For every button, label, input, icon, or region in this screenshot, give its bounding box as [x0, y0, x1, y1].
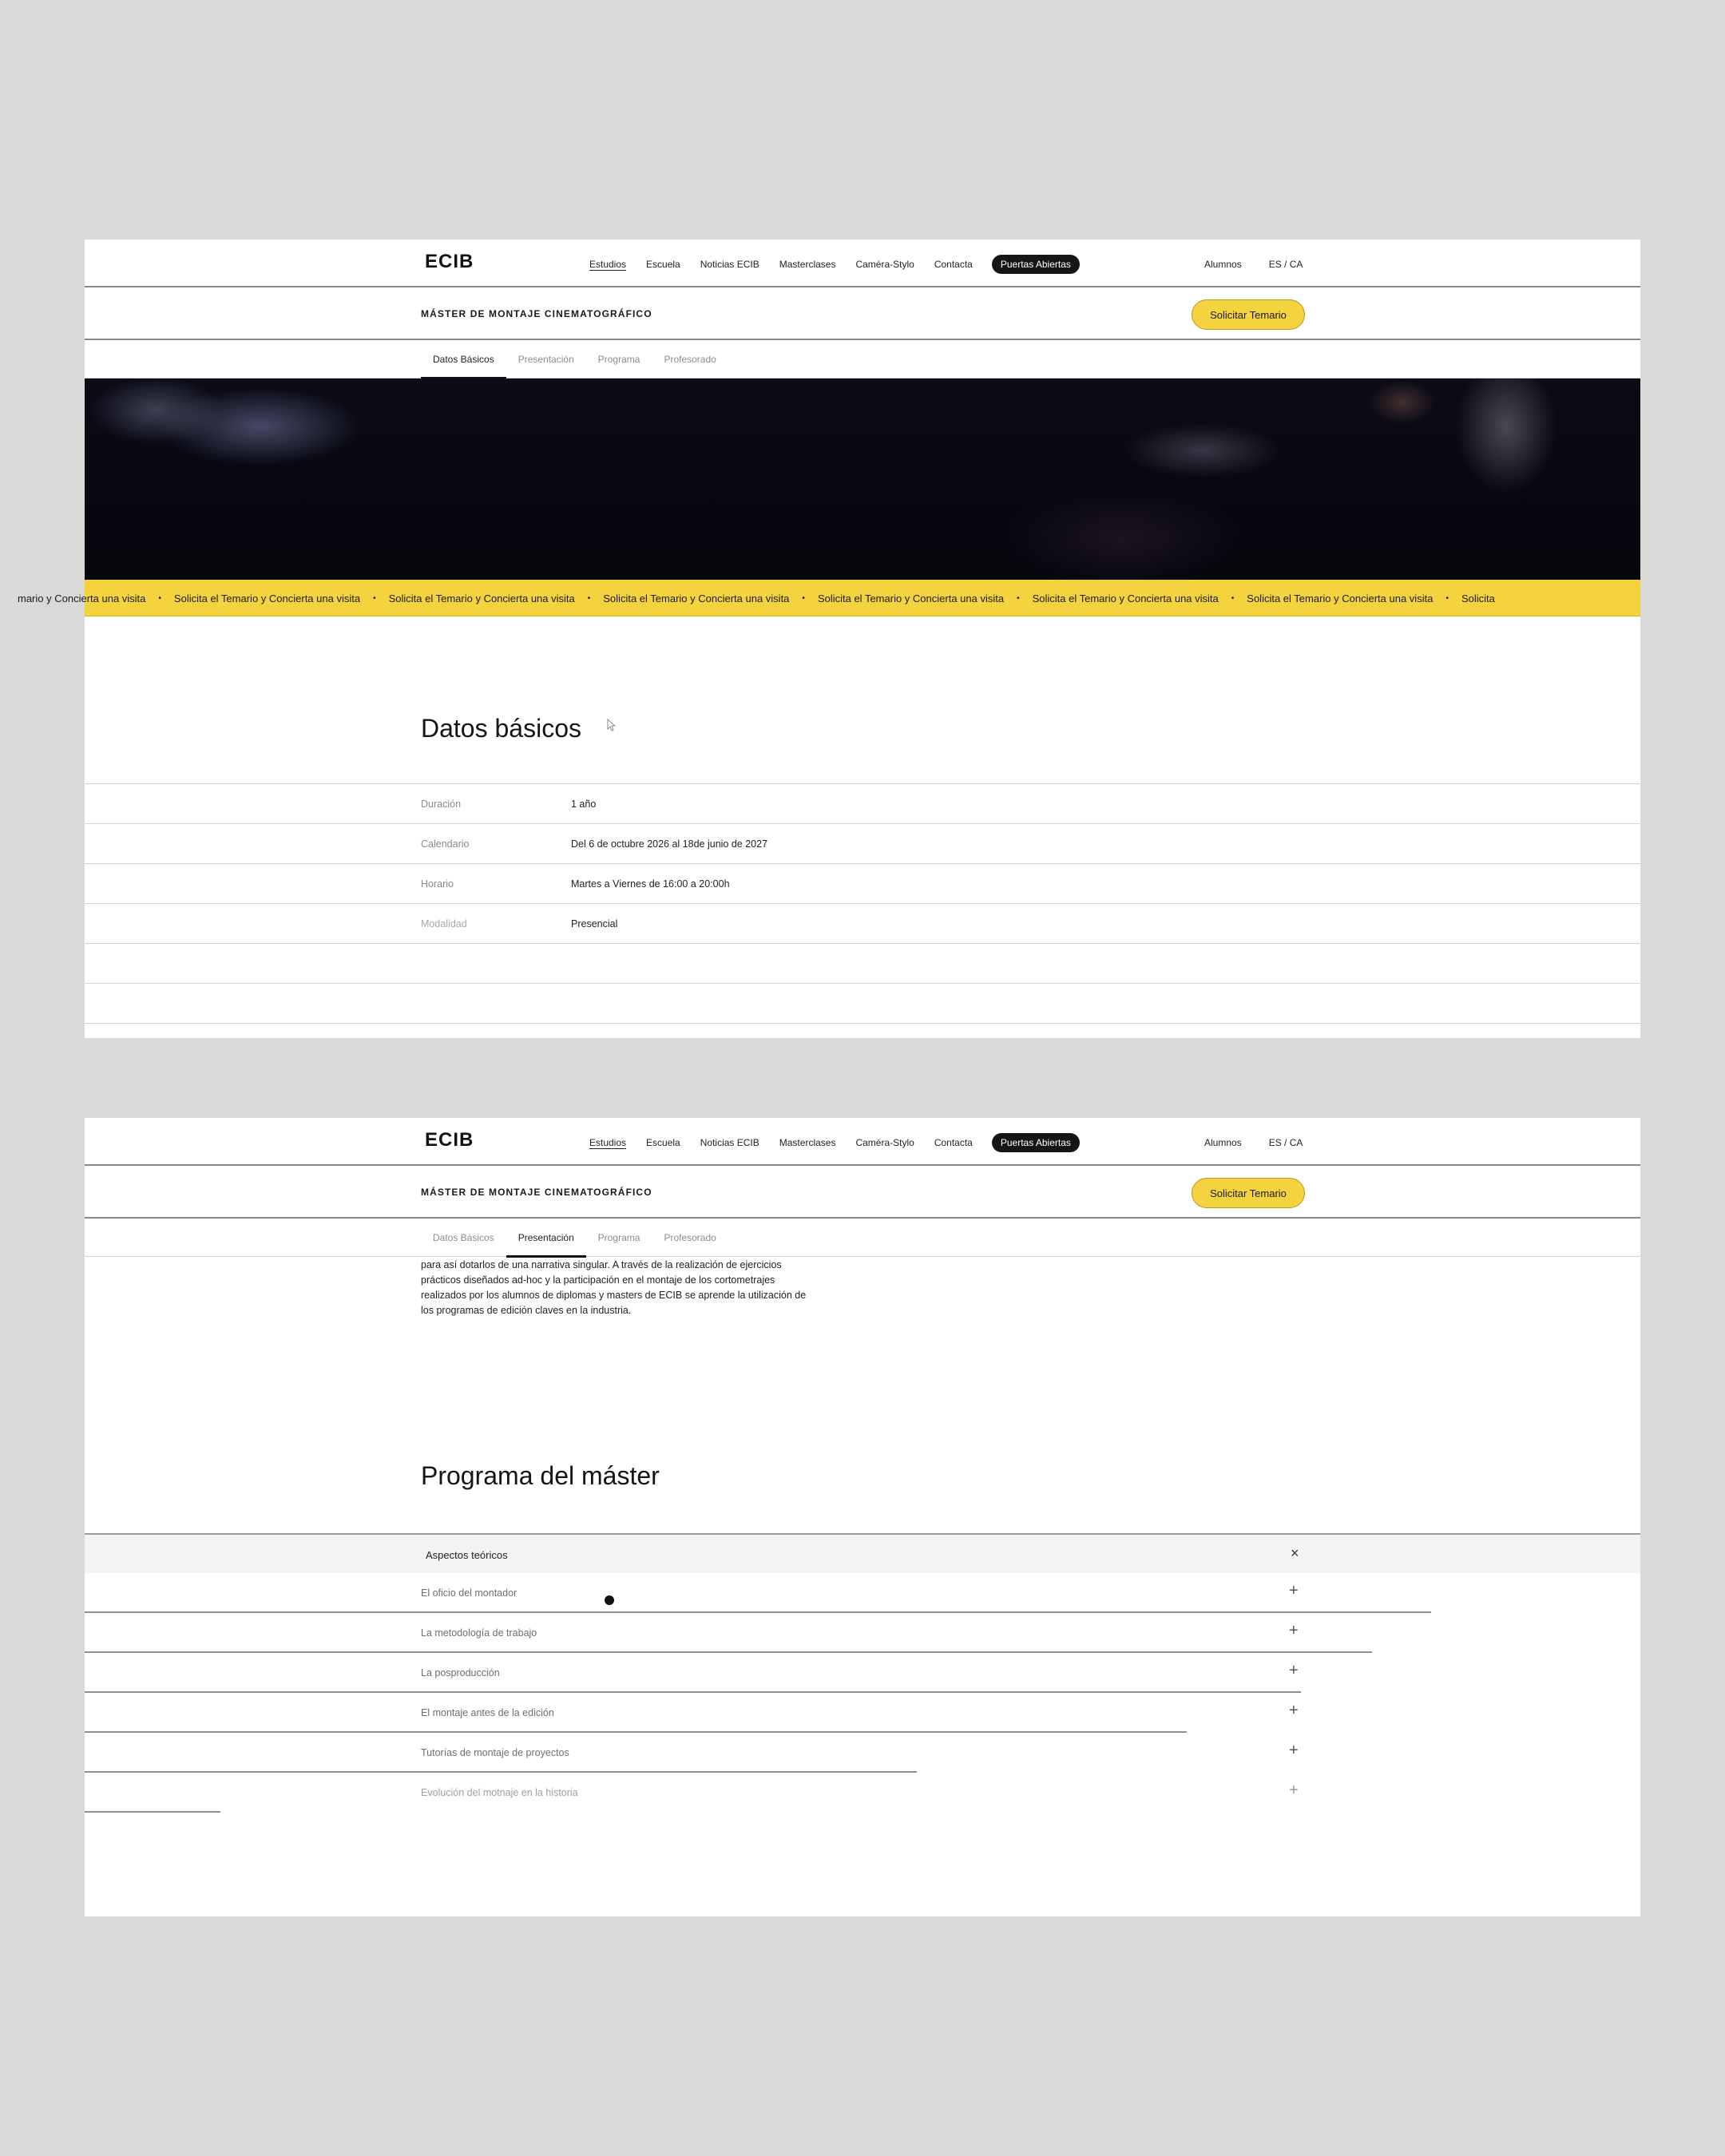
row-value: Martes a Viernes de 16:00 a 20:00h — [571, 878, 730, 890]
paragraph-line: prácticos diseñados ad-hoc y la participación en el montaje de los cortometrajes — [421, 1274, 775, 1286]
paragraph-line: realizados por los alumnos de diplomas y masters de ECIB se aprende la utilización de — [421, 1290, 807, 1301]
nav-contacta[interactable]: Contacta — [934, 259, 973, 270]
section-tabs — [85, 340, 1640, 378]
row-label: Duración — [421, 799, 462, 810]
nav-alumnos[interactable]: Alumnos — [1204, 259, 1242, 270]
accordion-item[interactable] — [85, 1573, 1640, 1613]
solicitar-temario-button[interactable]: Solicitar Temario — [1192, 299, 1305, 330]
tab-profesorado[interactable]: Profesorado — [664, 354, 716, 365]
row-label: Calendario — [421, 838, 470, 850]
nav-alumnos[interactable]: Alumnos — [1204, 1137, 1242, 1148]
nav-estudios[interactable]: Estudios — [589, 1137, 627, 1148]
nav-camera-stylo[interactable]: Caméra-Stylo — [855, 259, 914, 270]
accordion-label: Aspectos teóricos — [426, 1549, 508, 1561]
main-menu — [589, 1132, 1080, 1153]
close-icon[interactable]: × — [1291, 1545, 1299, 1561]
accordion-item[interactable] — [85, 1653, 1640, 1693]
accordion-item[interactable] — [85, 1773, 1640, 1813]
ticker-text: Solicita el Temario y Concierta una visita — [603, 592, 790, 604]
ticker-text: Solicita el Temario y Concierta una visita — [388, 592, 575, 604]
nav-camera-stylo[interactable]: Caméra-Stylo — [855, 1137, 914, 1148]
main-menu — [589, 254, 1080, 275]
secondary-links — [1204, 1137, 1303, 1148]
course-title: MÁSTER DE MONTAJE CINEMATOGRÁFICO — [421, 308, 652, 319]
hero-image — [85, 378, 1640, 580]
ticker-separator: • — [1017, 593, 1020, 603]
course-title: MÁSTER DE MONTAJE CINEMATOGRÁFICO — [421, 1187, 652, 1198]
paragraph-line: para así dotarlos de una narrativa singular. A través de la realización de ejercicios — [421, 1259, 782, 1270]
plus-icon[interactable]: + — [1289, 1702, 1299, 1719]
ticker-separator: • — [587, 593, 591, 603]
plus-icon[interactable]: + — [1289, 1622, 1299, 1639]
accordion-label: El montaje antes de la edición — [421, 1707, 554, 1718]
tab-programa[interactable]: Programa — [597, 1232, 640, 1243]
ticker-separator: • — [1231, 593, 1235, 603]
ticker-text: Solicita el Temario y Concierta una visita — [1247, 592, 1434, 604]
ticker-text: Solicita — [1461, 592, 1495, 604]
cursor-dot — [605, 1595, 614, 1605]
accordion-label: Evolución del motnaje en la historia — [421, 1787, 578, 1798]
presentacion-paragraph — [421, 1258, 852, 1318]
course-bar — [85, 1167, 1640, 1219]
plus-icon[interactable]: + — [1289, 1742, 1299, 1759]
ticker-text: Solicita el Temario y Concierta una visita — [173, 592, 361, 604]
accordion-label: La metodología de trabajo — [421, 1627, 537, 1639]
screenshot-programa — [85, 1118, 1640, 1916]
row-value: 1 año — [571, 799, 597, 810]
nav-masterclases[interactable]: Masterclases — [779, 259, 836, 270]
accordion-label: La posproducción — [421, 1667, 500, 1678]
ecib-logo[interactable]: ECIB — [425, 1129, 474, 1151]
nav-contacta[interactable]: Contacta — [934, 1137, 973, 1148]
screenshot-datos-basicos — [18, 240, 1640, 1038]
empty-row — [85, 944, 1640, 984]
ticker-separator: • — [802, 593, 805, 603]
programa-heading: Programa del máster — [421, 1461, 660, 1490]
tab-presentacion[interactable]: Presentación — [506, 1219, 586, 1257]
accordion-label: Tutorías de montaje de proyectos — [421, 1747, 569, 1758]
top-navigation — [85, 1118, 1640, 1166]
datos-basicos-heading: Datos básicos — [421, 714, 581, 743]
accordion-item[interactable] — [85, 1693, 1640, 1733]
nav-estudios[interactable]: Estudios — [589, 259, 627, 270]
paragraph-line: los programas de edición claves en la industria. — [421, 1305, 632, 1316]
tab-profesorado[interactable]: Profesorado — [664, 1232, 716, 1243]
nav-puertas-abiertas-button[interactable]: Puertas Abiertas — [992, 255, 1080, 274]
row-value: Presencial — [571, 918, 618, 929]
language-switcher[interactable]: ES / CA — [1268, 1137, 1303, 1148]
nav-puertas-abiertas-button[interactable]: Puertas Abiertas — [992, 1133, 1080, 1152]
tab-programa[interactable]: Programa — [597, 354, 640, 365]
ticker-separator: • — [373, 593, 376, 603]
row-value: Del 6 de octubre 2026 al 18de junio de 2027 — [571, 838, 768, 850]
top-navigation — [85, 240, 1640, 287]
ticker-track — [5, 580, 1508, 616]
ticker-separator: • — [1445, 593, 1449, 603]
mouse-pointer-icon — [607, 719, 617, 731]
table-row — [85, 864, 1640, 904]
tab-datos-basicos[interactable]: Datos Básicos — [433, 1232, 494, 1243]
plus-icon[interactable]: + — [1289, 1662, 1299, 1679]
ticker-text: Solicita el Temario y Concierta una visita — [817, 592, 1005, 604]
nav-masterclases[interactable]: Masterclases — [779, 1137, 836, 1148]
solicitar-temario-button[interactable]: Solicitar Temario — [1192, 1178, 1305, 1208]
accordion-item-open[interactable] — [85, 1533, 1640, 1573]
nav-escuela[interactable]: Escuela — [646, 259, 680, 270]
section-tabs — [85, 1219, 1640, 1257]
secondary-links — [1204, 259, 1303, 270]
plus-icon[interactable]: + — [1289, 1582, 1299, 1599]
ticker-separator: • — [158, 593, 161, 603]
announcement-ticker[interactable] — [18, 580, 1640, 616]
course-bar — [85, 289, 1640, 340]
ticker-text: mario y Concierta una visita — [18, 592, 146, 604]
tab-presentacion[interactable]: Presentación — [518, 354, 574, 365]
datos-table — [85, 783, 1640, 1024]
accordion-item[interactable] — [85, 1613, 1640, 1653]
accordion-label: El oficio del montador — [421, 1587, 518, 1599]
ticker-text: Solicita el Temario y Concierta una visita — [1032, 592, 1219, 604]
nav-escuela[interactable]: Escuela — [646, 1137, 680, 1148]
nav-noticias[interactable]: Noticias ECIB — [700, 1137, 759, 1148]
table-row — [85, 824, 1640, 864]
row-label: Modalidad — [421, 918, 467, 929]
nav-noticias[interactable]: Noticias ECIB — [700, 259, 759, 270]
ecib-logo[interactable]: ECIB — [425, 251, 474, 272]
plus-icon[interactable]: + — [1289, 1781, 1299, 1799]
accordion-item[interactable] — [85, 1733, 1640, 1773]
tab-datos-basicos[interactable]: Datos Básicos — [421, 340, 506, 378]
language-switcher[interactable]: ES / CA — [1268, 259, 1303, 270]
table-row — [85, 904, 1640, 944]
table-row — [85, 784, 1640, 824]
divider — [85, 1811, 220, 1813]
empty-row — [85, 984, 1640, 1024]
row-label: Horario — [421, 878, 454, 890]
